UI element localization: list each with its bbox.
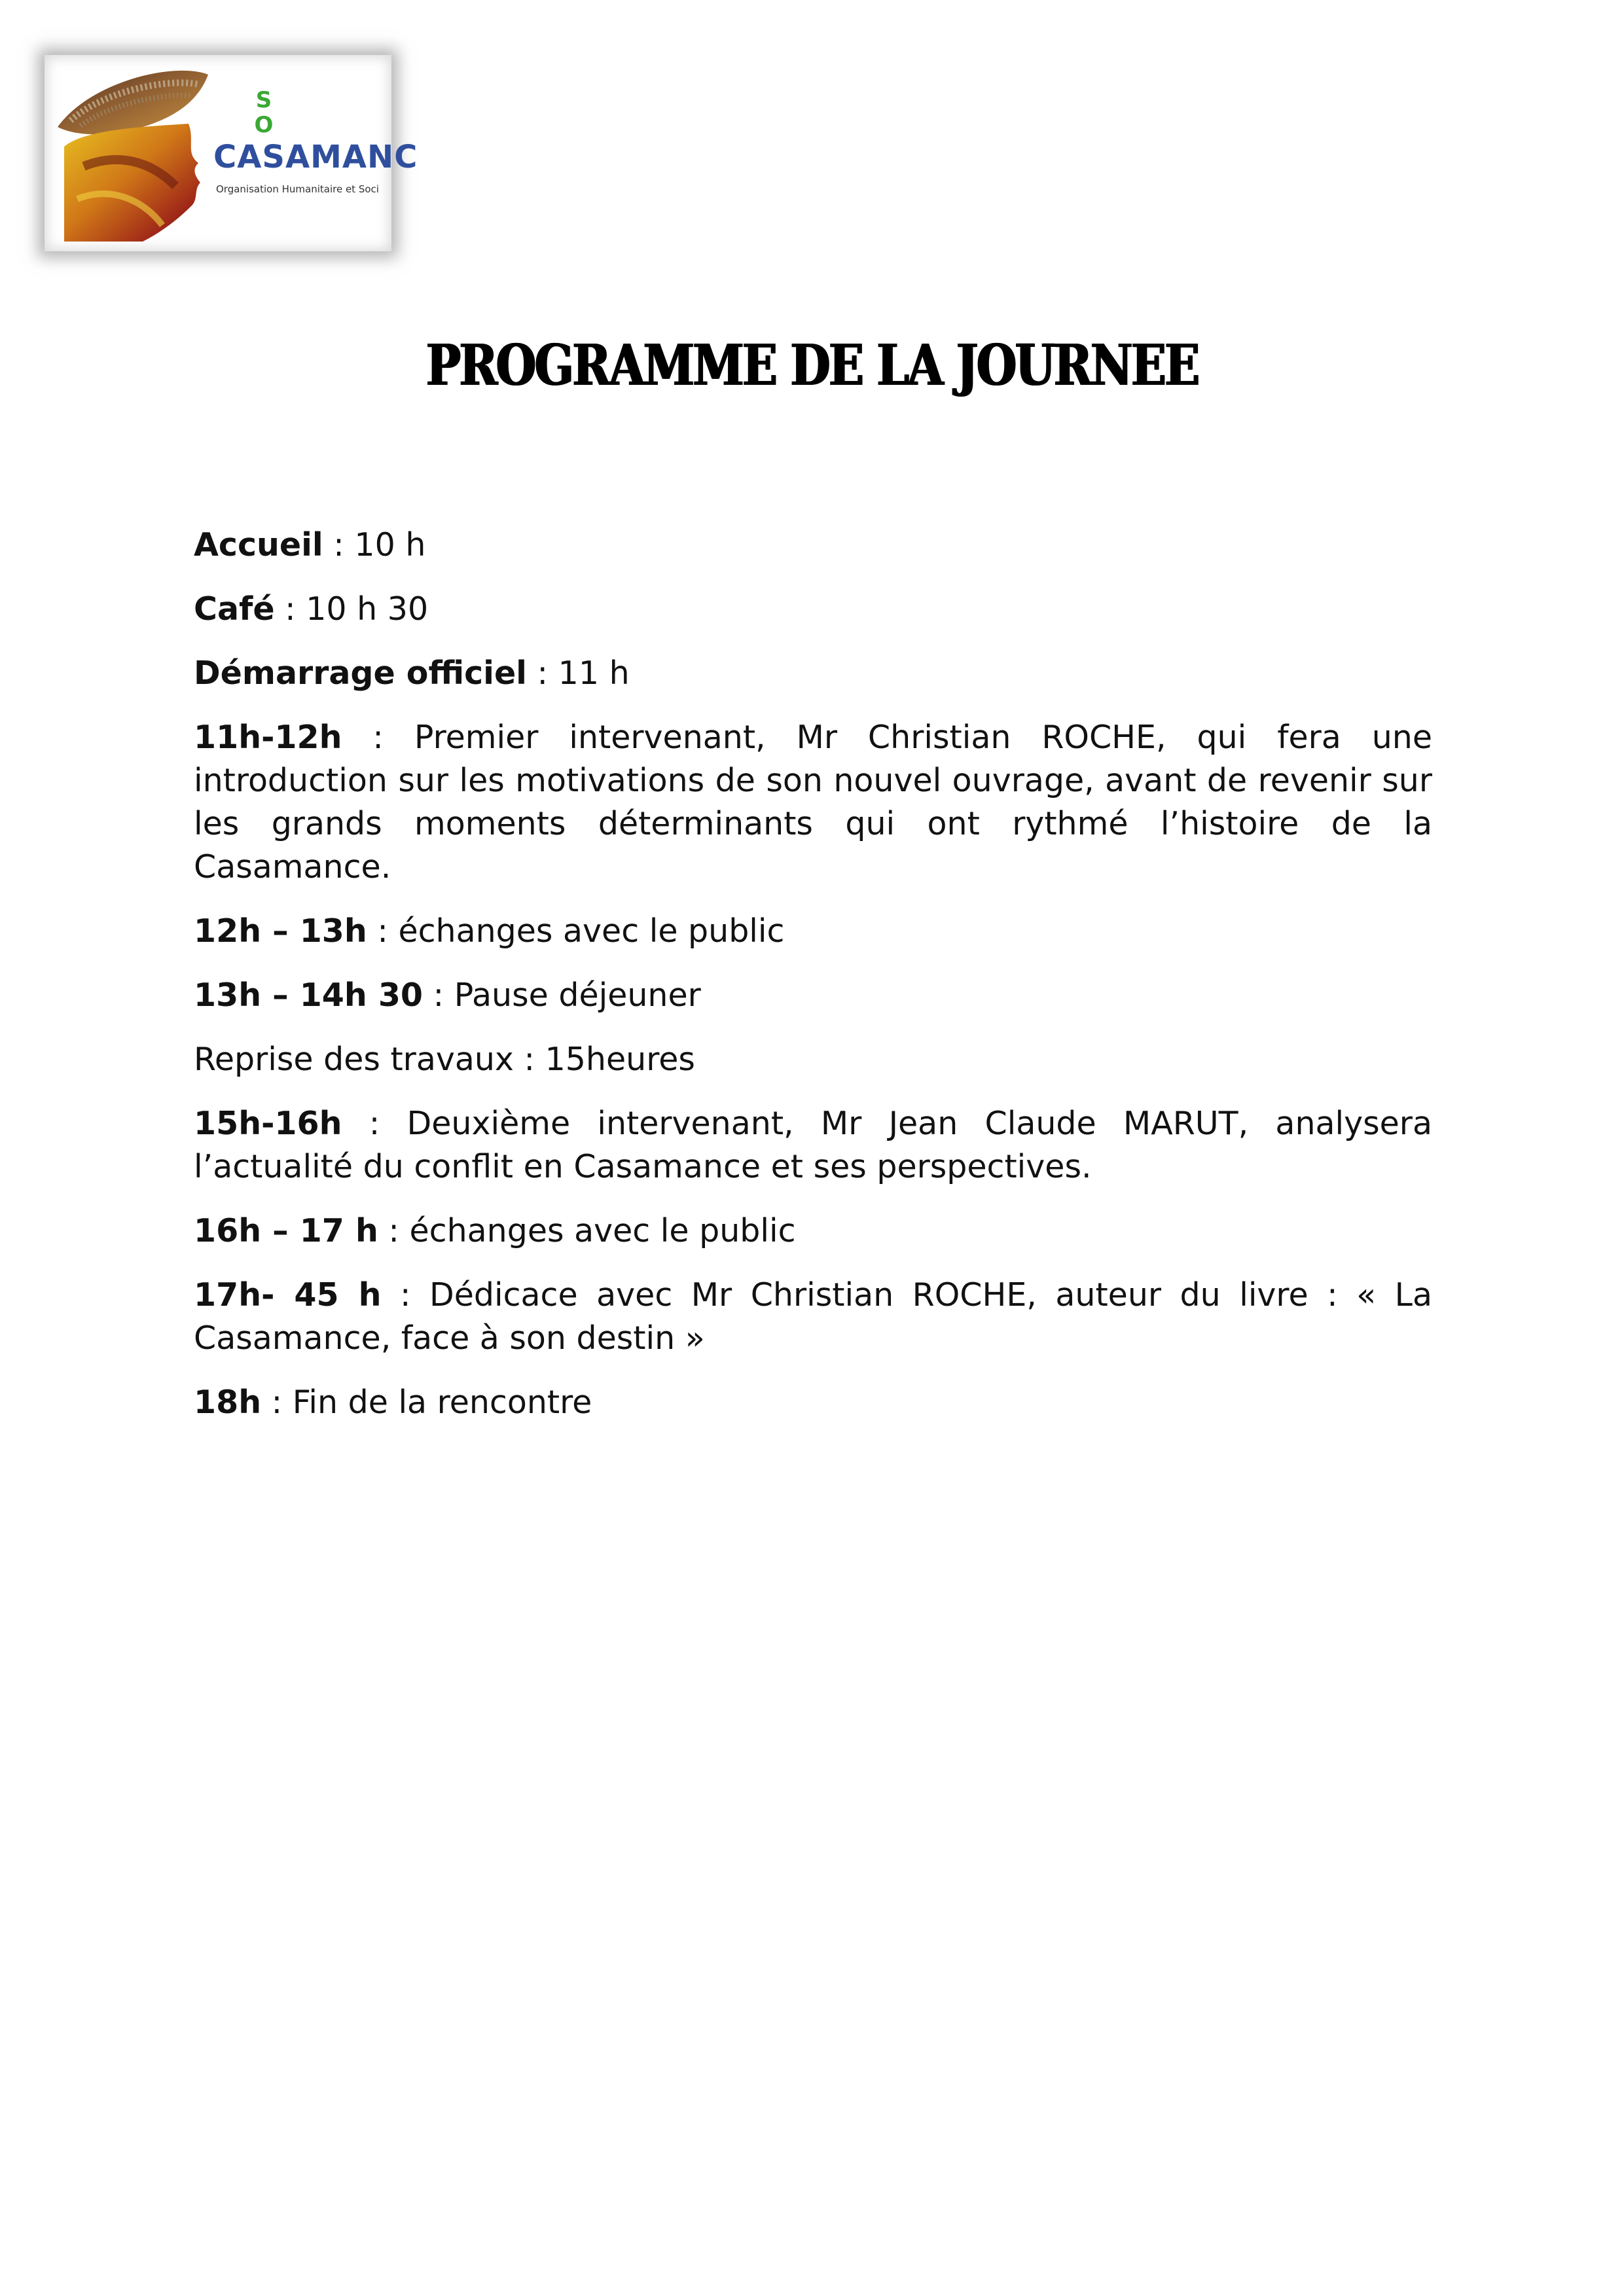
programme-item-text: échanges avec le public (398, 912, 785, 950)
programme-item-separator: : (378, 1212, 410, 1249)
programme-item-label: 11h-12h (194, 719, 342, 756)
organization-logo (45, 55, 418, 251)
programme-item-label: Accueil (194, 526, 323, 564)
programme-item-separator: : (526, 655, 558, 692)
programme-item (194, 1038, 1432, 1081)
programme-item-text: Pause déjeuner (454, 977, 701, 1014)
programme-item-separator: : (381, 1276, 429, 1314)
programme-item (194, 524, 1432, 567)
programme-item-separator: : (323, 526, 355, 564)
programme-item (194, 716, 1432, 889)
face-profile-logo-art (45, 55, 241, 251)
programme-item-label: 16h – 17 h (194, 1212, 378, 1249)
programme-item-label: 18h (194, 1384, 262, 1421)
programme-item-label: Café (194, 590, 275, 628)
programme-item-separator: : (342, 1105, 407, 1142)
programme-item-label: Démarrage officiel (194, 655, 527, 692)
programme-item-text: échanges avec le public (409, 1212, 796, 1249)
programme-item-text: Reprise des travaux : 15heures (194, 1041, 695, 1078)
programme-item (194, 1274, 1432, 1360)
programme-item-separator: : (342, 719, 414, 756)
programme-item-separator: : (423, 977, 454, 1014)
programme-item-separator: : (274, 590, 306, 628)
programme-item-text: Fin de la rencontre (292, 1384, 592, 1421)
programme-item (194, 1102, 1432, 1189)
logo-tagline: Organisation Humanitaire et Soci (216, 183, 379, 195)
programme-item-label: 15h-16h (194, 1105, 342, 1142)
programme-item-text: 10 h (354, 526, 426, 564)
programme-item-separator: : (367, 912, 399, 950)
logo-letter-s: S (255, 87, 272, 113)
programme-item-label: 12h – 13h (194, 912, 367, 950)
page-title: PROGRAMME DE LA JOURNEE (425, 332, 1199, 399)
programme-item-text: Premier intervenant, Mr Christian ROCHE, qui fera une introduction sur les motivations de son nouvel ouvrage, avant de revenir sur les grands moments déterminants qui ont rythmé l’histoire de la Casamance. (194, 719, 1432, 886)
programme-item-text: 10 h 30 (306, 590, 429, 628)
programme-item (194, 910, 1432, 953)
programme-item (194, 588, 1432, 631)
programme-item-text: Dédicace avec Mr Christian ROCHE, auteur du livre : « La Casamance, face à son destin » (194, 1276, 1432, 1357)
programme-item (194, 974, 1432, 1017)
logo-letter-o: O (254, 112, 274, 138)
programme-list (194, 524, 1432, 1445)
programme-item-text: Deuxième intervenant, Mr Jean Claude MARUT, analysera l’actualité du conflit en Casamance et ses perspectives. (194, 1105, 1432, 1185)
programme-item-label: 17h- 45 h (194, 1276, 382, 1314)
programme-item-separator: : (261, 1384, 293, 1421)
programme-item-text: 11 h (558, 655, 630, 692)
programme-item (194, 1210, 1432, 1253)
logo-name: CASAMANC (213, 139, 418, 175)
programme-item (194, 652, 1432, 695)
logo-sos-letters (254, 88, 274, 137)
programme-item (194, 1381, 1432, 1424)
programme-item-label: 13h – 14h 30 (194, 977, 424, 1014)
